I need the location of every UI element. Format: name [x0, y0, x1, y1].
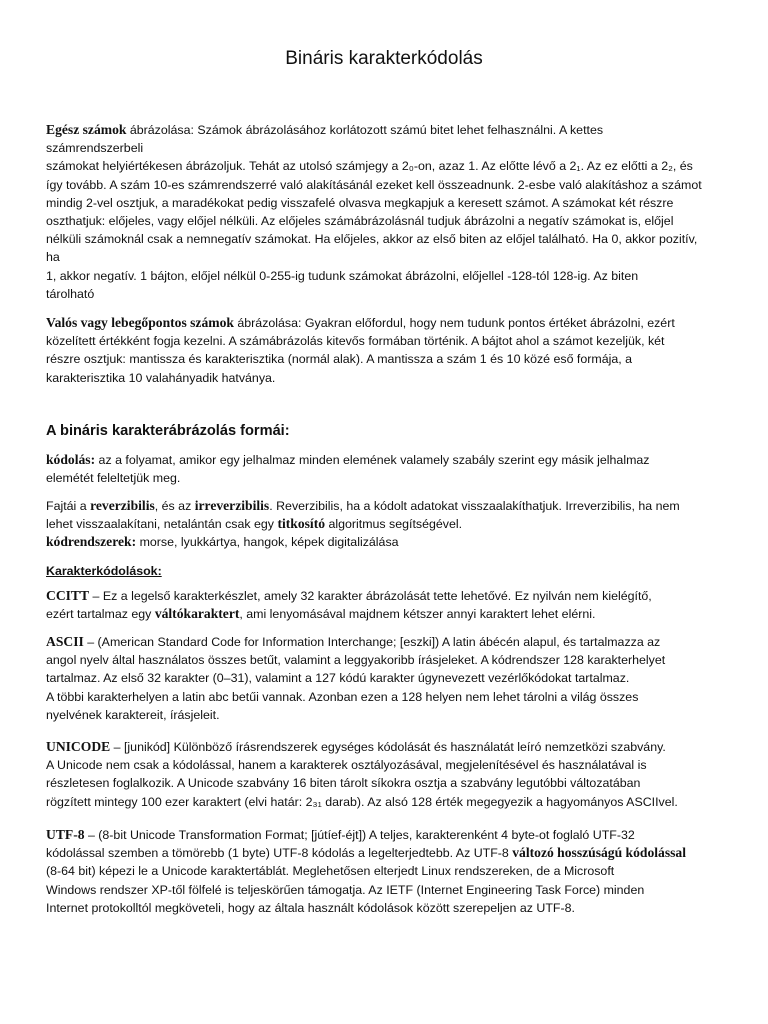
- page-title: Bináris karakterkódolás: [285, 48, 483, 69]
- unicode-section: UNICODE – [junikód] Különböző írásrendszerek egységes kódolását és használatát leíró nemzetközi szabvány. A Unicode nem csak a kódolással, hanem a karakterek osztályozásával, megjelenítésével és használatával is részletesen foglalkozik. A Unicode szabvány 16 biten tárolt síkokra osztja a szabvány legutóbbi változatában rögzített mintegy 100 ezer karaktert (elvi határ: 2₃₁ darab). Az alsó 128 érték megegyezik a hagyományos ASCIIvel.: [46, 739, 678, 809]
- term-encryption: titkosító: [277, 516, 326, 532]
- term-ccitt: CCITT: [46, 588, 90, 603]
- term-variable-length: változó hosszúságú kódolással: [512, 845, 686, 861]
- integer-section: Egész számok ábrázolása: Számok ábrázolásához korlátozott számú bitet lehet felhasználni. A kettes számrendszerbeli számokat helyiértékesen ábrázoljuk. Tehát az utolsó számjegy a 2₀-on, azaz 1. Az előtte lévő a 2₁. Az ez előtti a 2₂, és így tovább. A szám 10-es számrendszerré való alakításánál ezeket kell összeadnunk. 2-esbe való alakításhoz a számot mindig 2-vel osztjuk, a maradékokat pedig visszafelé olvasva megkapjuk a keresett számot. A számokat két részre oszthatjuk: előjeles, vagy előjel nélküli. Az előjeles számábrázolásnál tudjuk ábrázolni a negatív számokat is, előjel nélküli számoknál csak a nemnegatív számokat. Ha előjeles, akkor az első biten az előjel található. Ha 0, akkor pozitív, ha 1, akkor negatív. 1 bájton, előjel nélkül 0-255-ig tudunk számokat ábrázolni, előjellel -128-tól 128-ig. Az biten tárolható: [46, 122, 702, 301]
- encoding-definition: kódolás: az a folyamat, amikor egy jelhalmaz minden elemének valamely szabály szerint egy másik jelhalmaz elemétét feleltetjük meg.: [46, 452, 650, 486]
- term-encoding: kódolás:: [46, 452, 96, 467]
- term-float: Valós vagy lebegőpontos számok: [46, 315, 234, 330]
- utf8-section: UTF-8 – (8-bit Unicode Transformation Format; [jútíef-éjt]) A teljes, karakterenként 4 byte-ot foglaló UTF-32 kódolással szemben a tömörebb (1 byte) UTF-8 kódolás a legelterjedtebb. Az UTF-8 változó hosszúságú kódolással (8-64 bit) képezi le a Unicode karaktertáblát. Meglehetősen elterjedt Linux rendszereken, de a Microsoft Windows rendszer XP-től fölfelé is teljeskörűen támogatja. Az IETF (Internet Engineering Task Force) minden Internet protokolltól megköveteli, hogy az általa használt kódolások között szerepeljen az UTF-8.: [46, 827, 686, 915]
- float-section: Valós vagy lebegőpontos számok ábrázolása: Gyakran előfordul, hogy nem tudunk pontos értéket ábrázolni, ezért közelített értékként fogja kezelni. A számábrázolás kitevős formában történik. A bájtot ahol a számot kezeljük, két részre osztjuk: mantissza és karakterisztika (normál alak). A mantissza a szám 1 és 10 közé eső formája, a karakterisztika 10 valahányadik hatványa.: [46, 315, 675, 385]
- term-integer: Egész számok: [46, 122, 127, 137]
- section-heading: A bináris karakterábrázolás formái:: [46, 423, 290, 439]
- term-unicode: UNICODE: [46, 739, 111, 754]
- term-ascii: ASCII: [46, 634, 84, 649]
- term-reversible: reverzibilis: [90, 498, 155, 513]
- ascii-section: ASCII – (American Standard Code for Information Interchange; [eszki]) A latin ábécén alapul, és tartalmazza az angol nyelv által használatos összes betűt, valamint a leggyakoribb írásjeleket. A kódrendszer 128 karakterhelyet tartalmaz. Az első 32 karakter (0–31), valamint a 127 kódú karakter úgynevezett vezérlőkódokat tartalmaz. A többi karakterhelyen a latin abc betűi vannak. Azonban ezen a 128 helyen nem lehet tárolni a világ összes nyelvének karaktereit, írásjeleit.: [46, 634, 666, 722]
- term-utf8: UTF-8: [46, 827, 85, 842]
- term-code-systems: kódrendszerek:: [46, 534, 137, 550]
- encoding-types: Fajtái a reverzibilis, és az irreverzibilis. Reverzibilis, ha a kódolt adatokat visszaalakíthatjuk. Irreverzibilis, ha nem lehet visszaalakítani, netalántán csak egy titkosító algoritmus segítségével. kódrendszerek: morse, lyukkártya, hangok, képek digitalizálása: [46, 498, 680, 550]
- ccitt-section: CCITT – Ez a legelső karakterkészlet, amely 32 karakter ábrázolását tette lehetővé. Ez nyilván nem kielégítő, ezért tartalmaz egy váltókaraktert, ami lenyomásával majdnem kétszer annyi karaktert lehet elérni.: [46, 588, 652, 622]
- term-irreversible: irreverzibilis: [194, 498, 270, 513]
- term-shift-char: váltókaraktert: [154, 606, 240, 622]
- subheading-character-encodings: Karakterkódolások:: [46, 564, 162, 578]
